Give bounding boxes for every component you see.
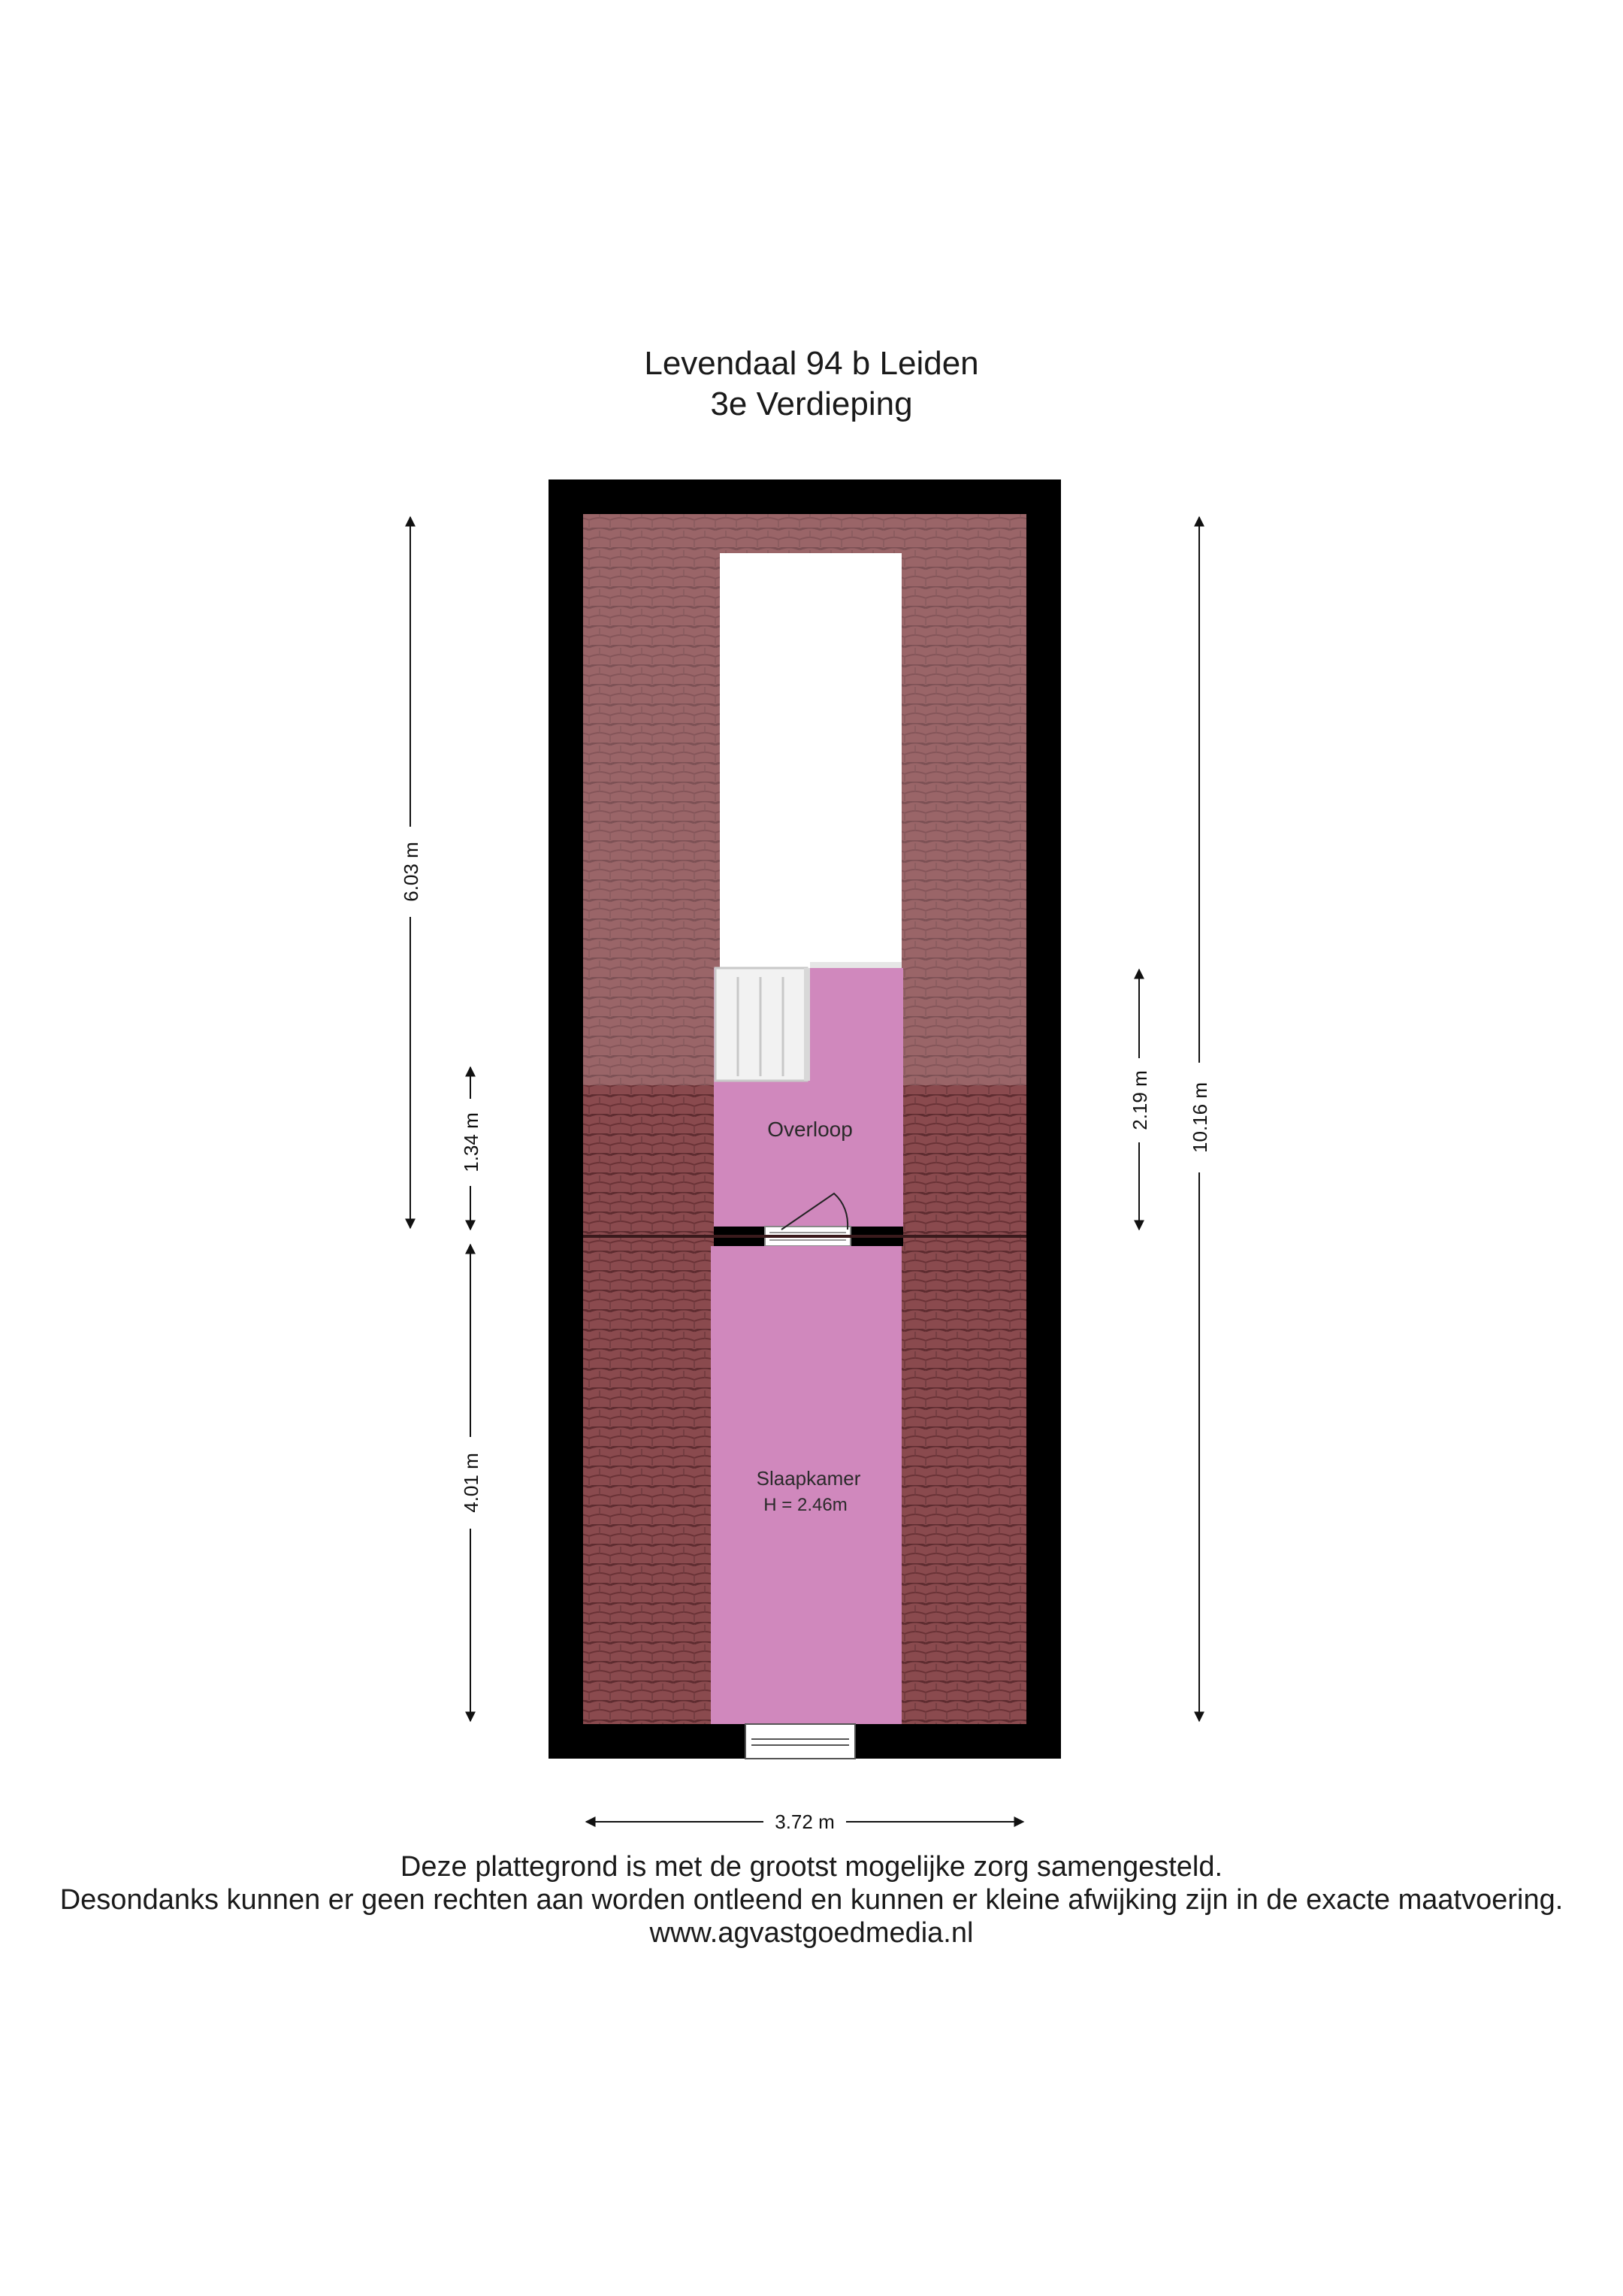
svg-text:4.01 m: 4.01 m [460,1453,482,1513]
stair-void [720,553,902,968]
disclaimer-line-1: Deze plattegrond is met de grootst mogelijke zorg samengesteld. [400,1851,1223,1883]
svg-text:1.34 m: 1.34 m [460,1112,482,1172]
plan-title: Levendaal 94 b Leiden [644,345,979,382]
svg-text:3.72 m: 3.72 m [775,1810,835,1833]
svg-text:10.16 m: 10.16 m [1189,1082,1211,1153]
staircase [715,968,810,1081]
dimension-left-bottom [460,1245,482,1721]
room-label-bedroom: Slaapkamer [756,1467,861,1490]
svg-text:6.03 m: 6.03 m [400,842,422,902]
dimension-right-outer [1189,517,1211,1721]
dimension-left-top [400,517,422,1228]
dimension-left-mid [460,1067,482,1230]
room-height-bedroom: H = 2.46m [763,1495,848,1515]
floor-subtitle: 3e Verdieping [710,386,913,422]
dimension-bottom-width [586,1810,1023,1833]
svg-text:2.19 m: 2.19 m [1129,1070,1151,1130]
window [745,1724,855,1759]
room-label-landing: Overloop [767,1118,853,1141]
website-link[interactable]: www.agvastgoedmedia.nl [649,1917,974,1949]
disclaimer-line-2: Desondanks kunnen er geen rechten aan worden ontleend en kunnen er kleine afwijking zijn in de exacte maatvoering. [59,1884,1564,1916]
dimension-right-inner [1129,970,1151,1230]
